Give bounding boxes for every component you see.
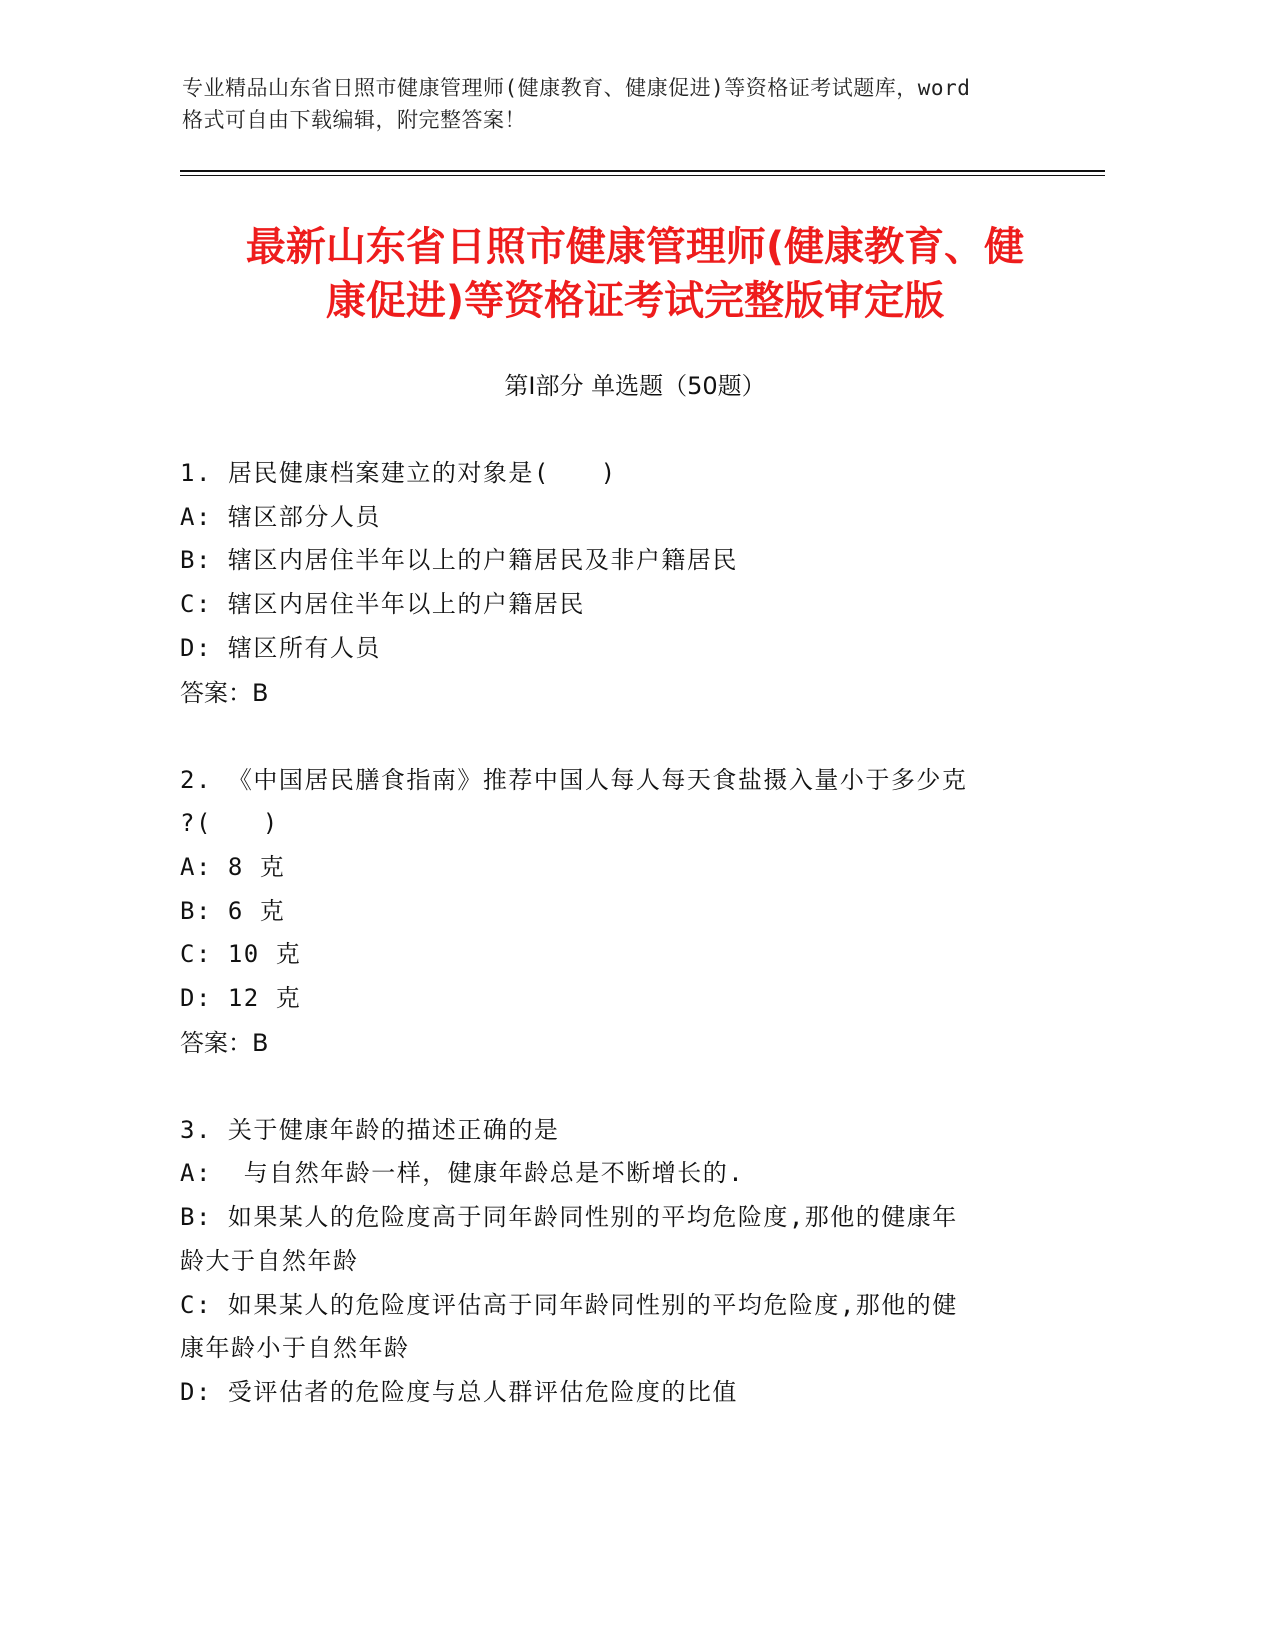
header-rule-thick bbox=[180, 170, 1105, 172]
question-stem: ?( ) bbox=[180, 809, 279, 838]
header-rule-thin bbox=[180, 175, 1105, 176]
question-option: A: 与自然年龄一样，健康年龄总是不断增长的. bbox=[180, 1159, 745, 1188]
question-option: C: 如果某人的危险度评估高于同年龄同性别的平均危险度,那他的健 bbox=[180, 1290, 958, 1319]
document-title-line-2: 康促进)等资格证考试完整版审定版 bbox=[325, 278, 945, 324]
question-block bbox=[180, 759, 1040, 1065]
section-title: 第Ⅰ部分 单选题（50题） bbox=[504, 372, 766, 400]
question-option: D: 辖区所有人员 bbox=[180, 633, 381, 662]
question-option: B: 6 克 bbox=[180, 896, 286, 925]
question-answer: 答案：B bbox=[180, 678, 269, 707]
question-option: B: 辖区内居住半年以上的户籍居民及非户籍居民 bbox=[180, 546, 738, 575]
header-note-line-1: 专业精品山东省日照市健康管理师(健康教育、健康促进)等资格证考试题库，word bbox=[182, 76, 971, 100]
document-title-line-1: 最新山东省日照市健康管理师(健康教育、健 bbox=[245, 224, 1025, 270]
question-stem: 1. 居民健康档案建立的对象是( ) bbox=[180, 459, 617, 487]
header-note bbox=[182, 72, 1082, 136]
question-option: A: 辖区部分人员 bbox=[180, 502, 381, 531]
question-list bbox=[180, 452, 1040, 1459]
header-note-line-2: 格式可自由下载编辑，附完整答案！ bbox=[182, 108, 526, 132]
question-option: C: 辖区内居住半年以上的户籍居民 bbox=[180, 590, 585, 619]
document-title bbox=[160, 220, 1110, 328]
question-option: 龄大于自然年龄 bbox=[180, 1246, 359, 1275]
question-answer: 答案：B bbox=[180, 1028, 269, 1057]
question-option: A: 8 克 bbox=[180, 852, 286, 881]
question-block bbox=[180, 1109, 1040, 1415]
question-stem: 3. 关于健康年龄的描述正确的是 bbox=[180, 1115, 560, 1144]
question-option: B: 如果某人的危险度高于同年龄同性别的平均危险度,那他的健康年 bbox=[180, 1203, 958, 1232]
question-option: D: 12 克 bbox=[180, 984, 302, 1013]
question-option: C: 10 克 bbox=[180, 940, 302, 969]
question-option: 康年龄小于自然年龄 bbox=[180, 1334, 410, 1363]
question-block bbox=[180, 452, 1040, 715]
question-option: D: 受评估者的危险度与总人群评估危险度的比值 bbox=[180, 1377, 738, 1406]
question-stem: 2. 《中国居民膳食指南》推荐中国人每人每天食盐摄入量小于多少克 bbox=[180, 765, 968, 794]
